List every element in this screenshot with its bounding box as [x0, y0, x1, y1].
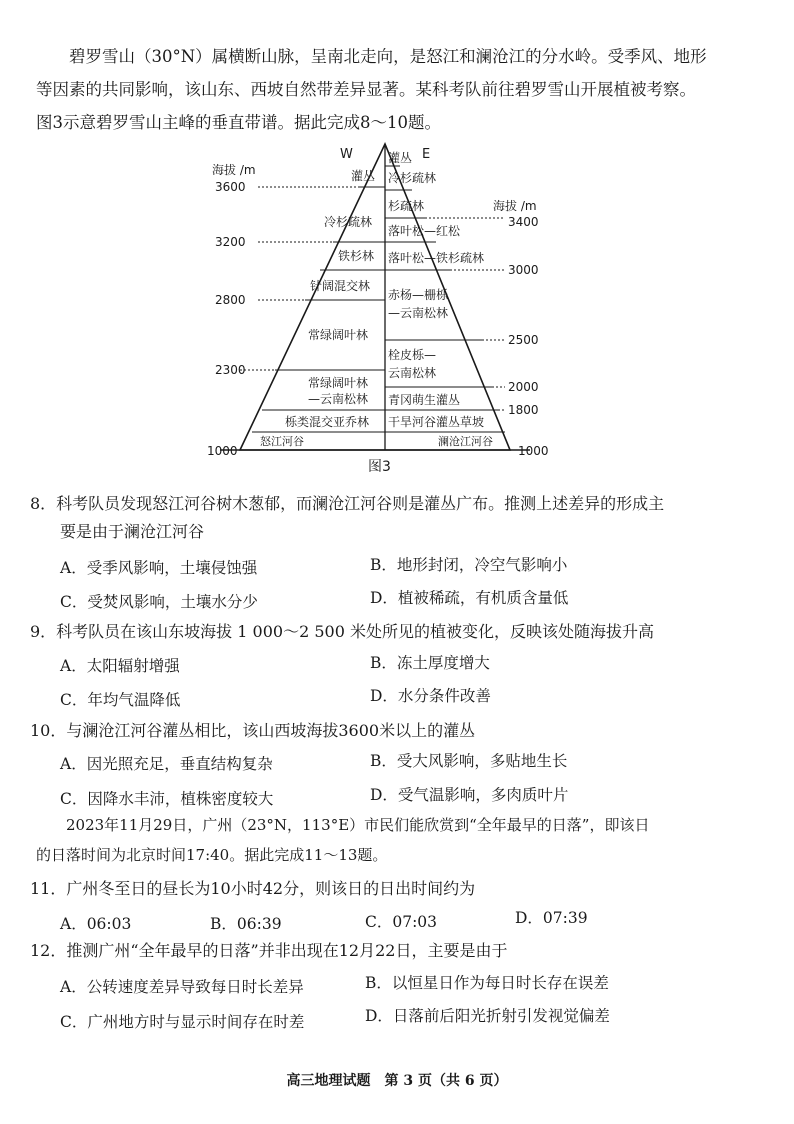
- q10-option-d[interactable]: D．受气温影响，多肉质叶片: [370, 786, 569, 804]
- q10-option-c[interactable]: C．因降水丰沛，植株密度较大: [60, 790, 274, 808]
- intro-line-1: 碧罗雪山（30°N）属横断山脉，呈南北走向，是怒江和澜沧江的分水岭。受季风、地形: [69, 47, 707, 66]
- west-direction-label: W: [340, 147, 353, 162]
- east-direction-label: E: [422, 147, 431, 162]
- q9-option-a[interactable]: A．太阳辐射增强: [60, 657, 180, 675]
- q12-stem: 12．推测广州“全年最早的日落”并非出现在12月22日，主要是由于: [30, 941, 508, 960]
- q12-option-d[interactable]: D．日落前后阳光折射引发视觉偏差: [365, 1007, 610, 1025]
- left-tick-3200: 3200: [215, 235, 246, 249]
- west-zone-pine: —云南松林: [308, 392, 369, 406]
- intro-line-3: 图3示意碧罗雪山主峰的垂直带谱。据此完成8～10题。: [36, 113, 441, 132]
- q12-option-c[interactable]: C．广州地方时与显示时间存在时差: [60, 1013, 305, 1031]
- passage-11-13: [36, 810, 766, 870]
- right-axis-title: 海拔 /m: [493, 199, 537, 213]
- q8-option-b[interactable]: B．地形封闭，冷空气影响小: [370, 556, 568, 574]
- q9-option-c[interactable]: C．年均气温降低: [60, 691, 181, 709]
- passage-line-2: 的日落时间为北京时间17:40。据此完成11～13题。: [36, 846, 388, 864]
- east-zone-sparse: 杉疏林: [388, 199, 425, 213]
- vertical-zonation-figure: [200, 142, 560, 472]
- east-zone-larch-hemlock: 落叶松—铁杉疏林: [388, 251, 485, 265]
- right-tick-1000: 1000: [518, 444, 549, 458]
- q11-option-d[interactable]: D．07:39: [515, 909, 588, 927]
- east-zone-yunnan-pine: —云南松林: [388, 306, 449, 320]
- west-zone-hemlock: 铁杉林: [338, 249, 375, 263]
- q8-stem-line-1: 8．科考队员发现怒江河谷树木葱郁，而澜沧江河谷则是灌丛广布。推测上述差异的形成主: [30, 494, 665, 513]
- question-12: [30, 937, 770, 965]
- left-tick-1000: 1000: [207, 444, 238, 458]
- left-tick-2800: 2800: [215, 293, 246, 307]
- intro-line-2: 等因素的共同影响，该山东、西坡自然带差异显著。某科考队前往碧罗雪山开展植被考察。: [36, 80, 696, 99]
- q9-option-d[interactable]: D．水分条件改善: [370, 687, 491, 705]
- east-zone-coppice: 青冈萌生灌丛: [388, 393, 461, 407]
- east-zone-dry-valley: 干旱河谷灌丛草坡: [388, 415, 485, 429]
- right-tick-2000: 2000: [508, 380, 539, 394]
- q10-option-a[interactable]: A．因光照充足，垂直结构复杂: [60, 755, 273, 773]
- east-zone-cork-oak: 栓皮栎—: [388, 348, 437, 362]
- q12-option-a[interactable]: A．公转速度差异导致每日时长差异: [60, 978, 304, 996]
- west-zone-shrub: 灌丛: [351, 169, 376, 183]
- q9-stem: 9．科考队员在该山东坡海拔 1 000～2 500 米处所见的植被变化，反映该处随海拔升高: [30, 622, 654, 641]
- right-tick-1800: 1800: [508, 403, 539, 417]
- mountain-outline: [240, 144, 510, 450]
- east-zone-yunnan-pine-2: 云南松林: [388, 366, 437, 380]
- east-valley: 澜沧江河谷: [438, 435, 493, 448]
- q9-option-b[interactable]: B．冻土厚度增大: [370, 654, 490, 672]
- east-zone-alder: 赤杨—栅栎: [388, 288, 449, 302]
- question-11: [30, 875, 770, 903]
- q8-stem-line-2: 要是由于澜沧江河谷: [60, 522, 205, 541]
- west-zone-oak: 栎类混交亚乔林: [285, 415, 370, 429]
- page-footer: 高三地理试题 第 3 页（共 6 页）: [286, 1073, 508, 1089]
- q8-option-d[interactable]: D．植被稀疏，有机质含量低: [370, 589, 569, 607]
- q10-stem: 10．与澜沧江河谷灌丛相比，该山西坡海拔3600米以上的灌丛: [30, 721, 476, 740]
- q8-option-c[interactable]: C．受焚风影响，土壤水分少: [60, 593, 258, 611]
- q11-option-b[interactable]: B．06:39: [210, 915, 282, 933]
- east-zone-shrub: 灌丛: [388, 151, 413, 165]
- left-tick-3600: 3600: [215, 180, 246, 194]
- question-8: [30, 490, 770, 546]
- intro-passage: [36, 40, 766, 139]
- passage-line-1: 2023年11月29日，广州（23°N，113°E）市民们能欣赏到“全年最早的日落”，即该日: [66, 816, 650, 834]
- right-tick-3000: 3000: [508, 263, 539, 277]
- west-valley: 怒江河谷: [260, 435, 304, 448]
- west-zone-mixed: 针阔混交林: [310, 279, 371, 293]
- left-tick-2300: 2300: [215, 363, 246, 377]
- west-zone-evergreen: 常绿阔叶林: [308, 328, 369, 342]
- question-9: [30, 618, 770, 646]
- right-tick-2500: 2500: [508, 333, 539, 347]
- east-zone-larch-pine: 落叶松—红松: [388, 224, 461, 238]
- zonation-diagram: [200, 142, 560, 472]
- west-zone-evergreen-2: 常绿阔叶林: [308, 376, 369, 390]
- q8-option-a[interactable]: A．受季风影响，土壤侵蚀强: [60, 559, 258, 577]
- left-axis-title: 海拔 /m: [212, 163, 256, 177]
- q11-option-a[interactable]: A．06:03: [60, 915, 132, 933]
- q11-option-c[interactable]: C．07:03: [365, 913, 438, 931]
- figure-caption: 图3: [368, 459, 391, 472]
- q10-option-b[interactable]: B．受大风影响，多贴地生长: [370, 752, 568, 770]
- west-zone-fir: 冷杉疏林: [324, 215, 373, 229]
- right-tick-3400: 3400: [508, 215, 539, 229]
- q11-stem: 11．广州冬至日的昼长为10小时42分，则该日的日出时间约为: [30, 879, 476, 898]
- q12-option-b[interactable]: B．以恒星日作为每日时长存在误差: [365, 974, 609, 992]
- east-zone-fir: 冷杉疏林: [388, 171, 437, 185]
- question-10: [30, 717, 770, 745]
